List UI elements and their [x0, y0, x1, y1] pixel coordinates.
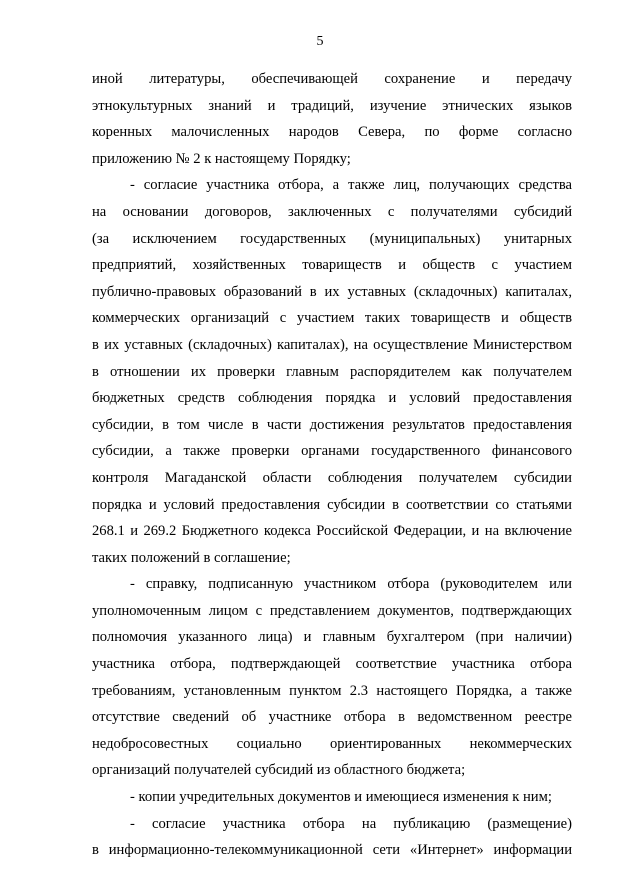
text-line: порядка и условий предоставления субсидии в соответствии со статьями — [92, 496, 572, 513]
text-line: - копии учредительных документов и имеющиеся изменения к ним; — [130, 789, 552, 806]
paragraph-consent-verification — [92, 172, 572, 571]
text-line: - согласие участника отбора на публикацию (размещение) — [130, 815, 572, 832]
text-line: полномочия указанного лица) и главным бухгалтером (при наличии) — [92, 629, 572, 646]
text-line: в отношении их проверки главным распорядителем как получателем — [92, 363, 572, 380]
text-line: коренных малочисленных народов Севера, по форме согласно — [92, 124, 572, 141]
paragraph-literature-continuation — [92, 66, 572, 172]
page-number: 5 — [316, 34, 324, 49]
paragraph-certificate — [92, 571, 572, 784]
text-line: бюджетных средств соблюдения порядка и условий предоставления — [92, 390, 572, 407]
text-line: коммерческих организаций с участием таких товариществ и обществ — [92, 310, 572, 327]
text-line: в информационно-телекоммуникационной сети «Интернет» информации — [92, 842, 572, 859]
text-line: - согласие участника отбора, а также лиц, получающих средства — [130, 177, 572, 194]
document-body — [92, 66, 572, 864]
text-line: этнокультурных знаний и традиций, изучение этнических языков — [92, 97, 572, 114]
text-line: приложению № 2 к настоящему Порядку; — [92, 150, 351, 167]
text-line: требованиям, установленным пунктом 2.3 настоящего Порядка, а также — [92, 682, 572, 699]
text-line: 268.1 и 269.2 Бюджетного кодекса Российской Федерации, и на включение — [92, 523, 572, 540]
paragraph-publication-consent — [92, 811, 572, 864]
text-line: недобросовестных социально ориентированных некоммерческих — [92, 735, 572, 752]
text-line: - справку, подписанную участником отбора (руководителем или — [130, 576, 572, 593]
text-line: иной литературы, обеспечивающей сохранение и передачу — [92, 71, 572, 87]
text-line: субсидии, а также проверки органами государственного финансового — [92, 443, 572, 460]
text-line: в их уставных (складочных) капиталах), на осуществление Министерством — [92, 336, 572, 353]
text-line: публично-правовых образований в их уставных (складочных) капиталах, — [92, 283, 572, 300]
text-line: отсутствие сведений об участнике отбора в ведомственном реестре — [92, 709, 572, 726]
text-line: субсидии, в том числе в части достижения результатов предоставления — [92, 416, 572, 433]
text-line: участника отбора, подтверждающей соответствие участника отбора — [92, 656, 572, 673]
paragraph-founding-documents — [92, 784, 572, 811]
text-line: контроля Магаданской области соблюдения получателем субсидии — [92, 469, 572, 486]
text-line: предприятий, хозяйственных товариществ и обществ с участием — [92, 257, 572, 274]
text-line: таких положений в соглашение; — [92, 549, 291, 566]
text-line: (за исключением государственных (муниципальных) унитарных — [92, 230, 572, 247]
text-line: организаций получателей субсидий из областного бюджета; — [92, 762, 466, 779]
text-line: уполномоченным лицом с представлением документов, подтверждающих — [92, 602, 572, 619]
text-line: на основании договоров, заключенных с получателями субсидий — [92, 203, 572, 220]
